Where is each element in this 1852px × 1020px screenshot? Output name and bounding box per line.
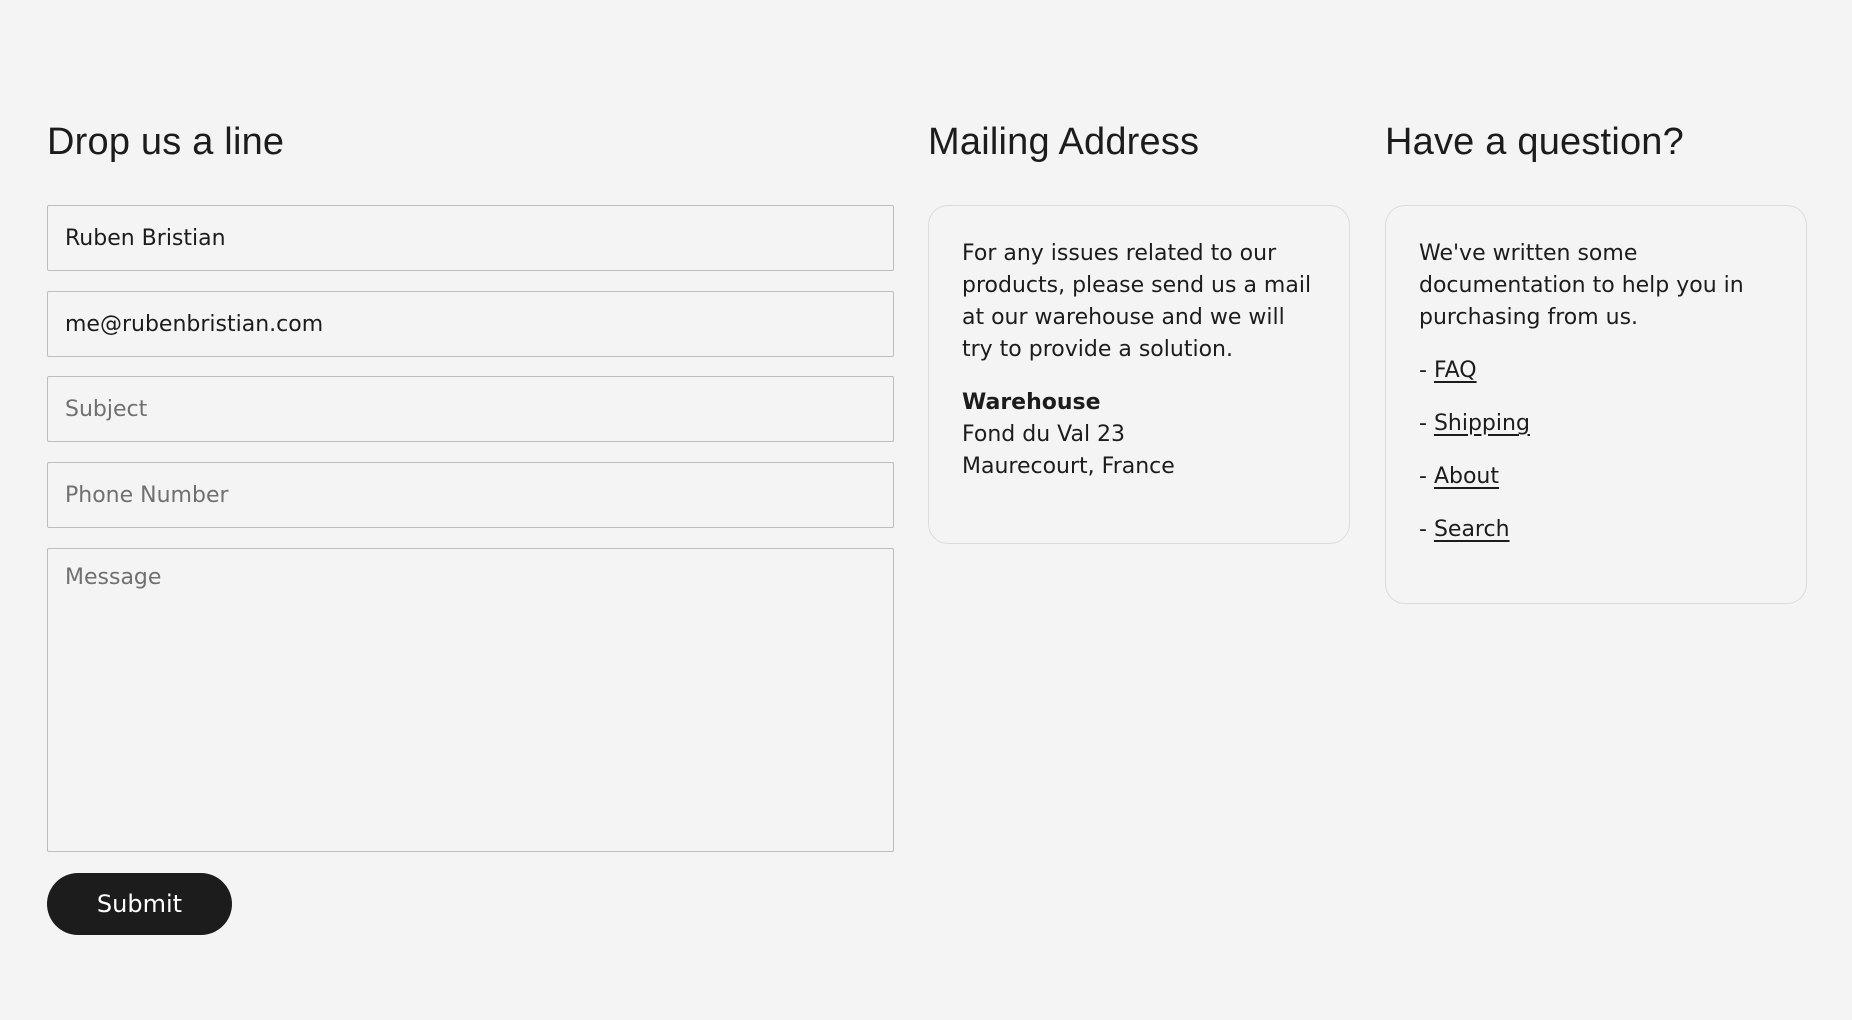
link-prefix: - [1419, 358, 1434, 383]
question-intro: We've written some documentation to help you in purchasing from us. [1419, 241, 1744, 330]
mailing-intro: For any issues related to our products, please send us a mail at our warehouse and we will try to provide a solution. [962, 241, 1312, 362]
link-prefix: - [1419, 464, 1434, 489]
name-field[interactable] [47, 205, 894, 271]
submit-button[interactable]: Submit [47, 873, 232, 935]
message-field[interactable] [47, 548, 894, 852]
warehouse-title: Warehouse [962, 390, 1101, 415]
link-row-faq [1419, 355, 1773, 387]
about-link[interactable]: About [1433, 464, 1499, 489]
link-prefix: - [1419, 411, 1434, 436]
mailing-heading: Mailing Address [928, 121, 1200, 163]
phone-number-field[interactable] [47, 462, 894, 528]
question-card [1385, 205, 1807, 604]
mailing-address-card [928, 205, 1350, 544]
link-row-search [1419, 514, 1773, 546]
faq-link[interactable]: FAQ [1433, 358, 1477, 383]
subject-field[interactable] [47, 376, 894, 442]
email-field[interactable] [47, 291, 894, 357]
form-heading: Drop us a line [47, 121, 285, 163]
search-link[interactable]: Search [1433, 517, 1510, 542]
link-row-about [1419, 461, 1773, 493]
link-prefix: - [1419, 517, 1434, 542]
link-row-shipping [1419, 408, 1773, 440]
address-line-2: Maurecourt, France [962, 454, 1175, 479]
shipping-link[interactable]: Shipping [1433, 411, 1530, 436]
address-line-1: Fond du Val 23 [962, 422, 1126, 447]
question-heading: Have a question? [1385, 121, 1684, 163]
